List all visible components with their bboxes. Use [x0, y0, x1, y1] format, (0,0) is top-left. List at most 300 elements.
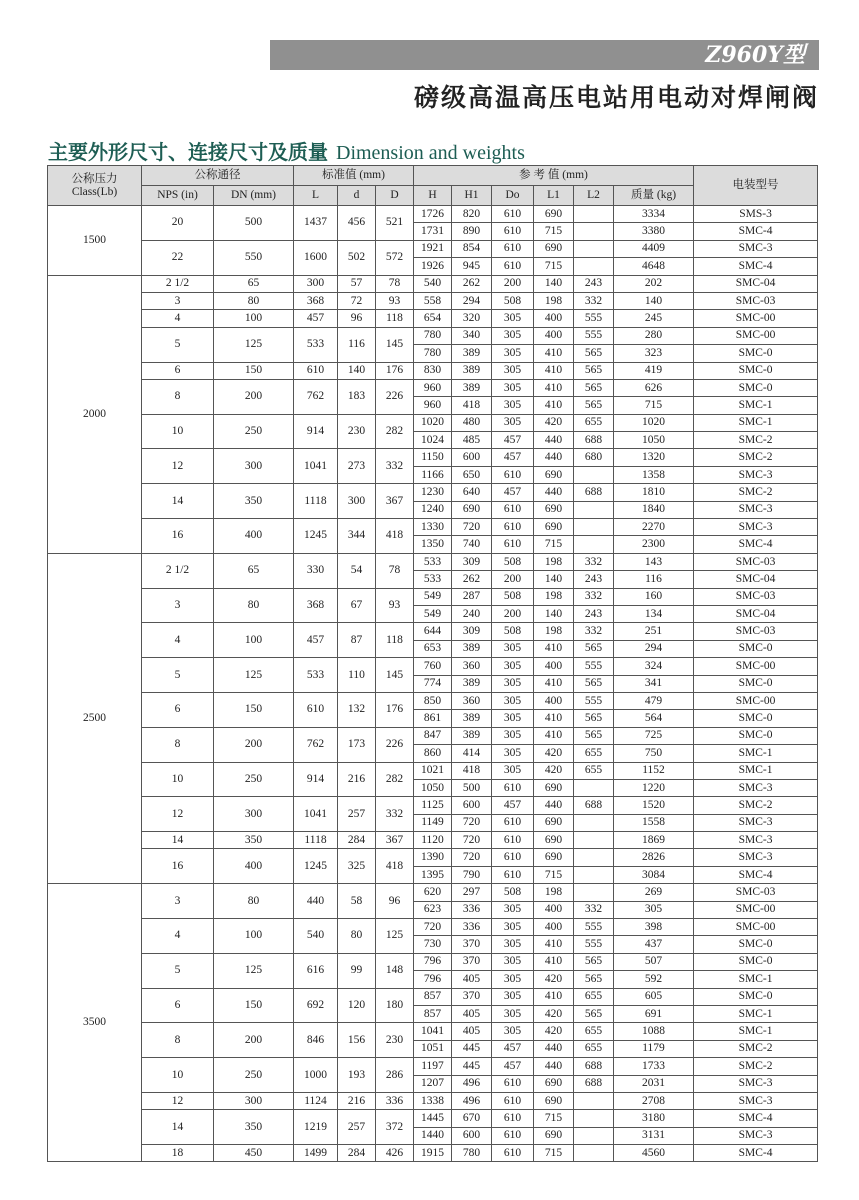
nps-cell: 16	[142, 849, 214, 884]
model-cell: SMC-3	[694, 814, 818, 831]
table-row	[48, 658, 818, 675]
table-row	[48, 327, 818, 344]
D-cell: 521	[376, 206, 414, 241]
table-row	[48, 849, 818, 866]
L1-cell: 410	[534, 362, 574, 379]
L1-cell: 690	[534, 849, 574, 866]
weight-cell: 305	[614, 901, 694, 918]
H1-cell: 340	[452, 327, 492, 344]
nps-cell: 12	[142, 449, 214, 484]
Do-cell: 610	[492, 206, 534, 223]
L1-cell: 420	[534, 1023, 574, 1040]
Do-cell: 610	[492, 536, 534, 553]
H-cell: 1230	[414, 484, 452, 501]
weight-cell: 1520	[614, 797, 694, 814]
Do-cell: 305	[492, 658, 534, 675]
d-cell: 257	[338, 797, 376, 832]
model-cell: SMC-04	[694, 275, 818, 292]
header-class-label: 公称压力 Class(Lb)	[71, 172, 118, 198]
L-cell: 457	[294, 623, 338, 658]
Do-cell: 610	[492, 240, 534, 257]
L2-cell: 688	[574, 432, 614, 449]
model-cell: SMC-4	[694, 258, 818, 275]
Do-cell: 457	[492, 432, 534, 449]
d-cell: 72	[338, 292, 376, 309]
L2-cell: 655	[574, 1023, 614, 1040]
H1-cell: 336	[452, 901, 492, 918]
L2-cell: 555	[574, 327, 614, 344]
Do-cell: 305	[492, 762, 534, 779]
dn-cell: 400	[214, 849, 294, 884]
L1-cell: 715	[534, 258, 574, 275]
weight-cell: 3180	[614, 1110, 694, 1127]
table-row	[48, 832, 818, 849]
Do-cell: 610	[492, 1092, 534, 1109]
Do-cell: 610	[492, 866, 534, 883]
H-cell: 1915	[414, 1145, 452, 1162]
L1-cell: 690	[534, 1075, 574, 1092]
L-cell: 1219	[294, 1110, 338, 1145]
D-cell: 145	[376, 327, 414, 362]
model-cell: SMC-2	[694, 797, 818, 814]
H-cell: 850	[414, 692, 452, 709]
H1-cell: 405	[452, 1005, 492, 1022]
H-cell: 720	[414, 919, 452, 936]
table-row	[48, 379, 818, 396]
dn-cell: 300	[214, 449, 294, 484]
L1-cell: 198	[534, 553, 574, 570]
L2-cell	[574, 258, 614, 275]
d-cell: 120	[338, 988, 376, 1023]
H-cell: 533	[414, 571, 452, 588]
d-cell: 300	[338, 484, 376, 519]
H-cell: 1440	[414, 1127, 452, 1144]
H1-cell: 720	[452, 832, 492, 849]
table-row	[48, 240, 818, 257]
H-cell: 540	[414, 275, 452, 292]
L1-cell: 410	[534, 345, 574, 362]
L-cell: 1041	[294, 797, 338, 832]
L-cell: 1000	[294, 1058, 338, 1093]
Do-cell: 305	[492, 327, 534, 344]
section-heading	[48, 136, 525, 165]
Do-cell: 508	[492, 553, 534, 570]
L2-cell: 243	[574, 275, 614, 292]
H1-cell: 360	[452, 692, 492, 709]
H1-cell: 820	[452, 206, 492, 223]
weight-cell: 1152	[614, 762, 694, 779]
L1-cell: 410	[534, 397, 574, 414]
d-cell: 116	[338, 327, 376, 362]
model-cell: SMC-0	[694, 640, 818, 657]
d-cell: 96	[338, 310, 376, 327]
L2-cell	[574, 466, 614, 483]
L2-cell: 688	[574, 797, 614, 814]
H-cell: 780	[414, 327, 452, 344]
Do-cell: 305	[492, 692, 534, 709]
Do-cell: 610	[492, 1145, 534, 1162]
table-row	[48, 414, 818, 431]
D-cell: 282	[376, 762, 414, 797]
H-cell: 1445	[414, 1110, 452, 1127]
H1-cell: 389	[452, 640, 492, 657]
nps-cell: 6	[142, 362, 214, 379]
L2-cell: 243	[574, 605, 614, 622]
L-cell: 300	[294, 275, 338, 292]
nps-cell: 20	[142, 206, 214, 241]
L-cell: 1245	[294, 849, 338, 884]
L2-cell: 332	[574, 553, 614, 570]
Do-cell: 305	[492, 362, 534, 379]
d-cell: 140	[338, 362, 376, 379]
H-cell: 1330	[414, 519, 452, 536]
H-cell: 1390	[414, 849, 452, 866]
H-cell: 796	[414, 953, 452, 970]
L1-cell: 198	[534, 292, 574, 309]
H1-cell: 720	[452, 849, 492, 866]
H-cell: 857	[414, 988, 452, 1005]
L2-cell: 565	[574, 640, 614, 657]
class-cell: 3500	[48, 884, 142, 1162]
nps-cell: 8	[142, 379, 214, 414]
header-L2: L2	[574, 186, 614, 206]
weight-cell: 323	[614, 345, 694, 362]
L1-cell: 410	[534, 936, 574, 953]
L2-cell: 565	[574, 362, 614, 379]
table-row	[48, 1023, 818, 1040]
weight-cell: 725	[614, 727, 694, 744]
H1-cell: 414	[452, 745, 492, 762]
model-cell: SMC-0	[694, 362, 818, 379]
d-cell: 456	[338, 206, 376, 241]
dn-cell: 80	[214, 884, 294, 919]
Do-cell: 305	[492, 310, 534, 327]
H-cell: 960	[414, 379, 452, 396]
H1-cell: 389	[452, 675, 492, 692]
weight-cell: 691	[614, 1005, 694, 1022]
L1-cell: 420	[534, 414, 574, 431]
model-cell: SMC-4	[694, 536, 818, 553]
L2-cell: 555	[574, 936, 614, 953]
L2-cell: 680	[574, 449, 614, 466]
H1-cell: 600	[452, 1127, 492, 1144]
L-cell: 1437	[294, 206, 338, 241]
H-cell: 1125	[414, 797, 452, 814]
model-cell: SMC-03	[694, 623, 818, 640]
weight-cell: 1869	[614, 832, 694, 849]
nps-cell: 5	[142, 327, 214, 362]
model-cell: SMC-1	[694, 414, 818, 431]
Do-cell: 457	[492, 1058, 534, 1075]
H1-cell: 287	[452, 588, 492, 605]
weight-cell: 398	[614, 919, 694, 936]
header-standard-values: 标准值 (mm)	[294, 166, 414, 186]
model-cell: SMC-0	[694, 345, 818, 362]
d-cell: 110	[338, 658, 376, 693]
model-cell: SMC-4	[694, 1145, 818, 1162]
weight-cell: 1020	[614, 414, 694, 431]
H1-cell: 418	[452, 397, 492, 414]
D-cell: 96	[376, 884, 414, 919]
D-cell: 93	[376, 292, 414, 309]
L1-cell: 400	[534, 658, 574, 675]
H1-cell: 600	[452, 797, 492, 814]
D-cell: 118	[376, 623, 414, 658]
H1-cell: 890	[452, 223, 492, 240]
H1-cell: 240	[452, 605, 492, 622]
H-cell: 1166	[414, 466, 452, 483]
L2-cell: 688	[574, 1075, 614, 1092]
H-cell: 653	[414, 640, 452, 657]
L2-cell: 555	[574, 919, 614, 936]
L2-cell: 565	[574, 675, 614, 692]
H-cell: 620	[414, 884, 452, 901]
L2-cell: 565	[574, 953, 614, 970]
model-cell: SMC-03	[694, 292, 818, 309]
D-cell: 93	[376, 588, 414, 623]
table-row	[48, 310, 818, 327]
H-cell: 780	[414, 345, 452, 362]
H1-cell: 405	[452, 971, 492, 988]
model-cell: SMC-03	[694, 553, 818, 570]
weight-cell: 280	[614, 327, 694, 344]
H1-cell: 740	[452, 536, 492, 553]
model-cell: SMC-03	[694, 884, 818, 901]
H-cell: 1338	[414, 1092, 452, 1109]
H1-cell: 500	[452, 779, 492, 796]
L2-cell: 655	[574, 988, 614, 1005]
nps-cell: 2 1/2	[142, 553, 214, 588]
Do-cell: 305	[492, 971, 534, 988]
H1-cell: 360	[452, 658, 492, 675]
L2-cell	[574, 1092, 614, 1109]
Do-cell: 508	[492, 884, 534, 901]
table-row	[48, 623, 818, 640]
model-cell: SMC-1	[694, 762, 818, 779]
D-cell: 230	[376, 1023, 414, 1058]
weight-cell: 3131	[614, 1127, 694, 1144]
D-cell: 372	[376, 1110, 414, 1145]
L-cell: 762	[294, 379, 338, 414]
L-cell: 914	[294, 762, 338, 797]
weight-cell: 1810	[614, 484, 694, 501]
L1-cell: 198	[534, 884, 574, 901]
model-cell: SMC-00	[694, 919, 818, 936]
table-row	[48, 1092, 818, 1109]
L-cell: 692	[294, 988, 338, 1023]
H1-cell: 854	[452, 240, 492, 257]
model-cell: SMC-3	[694, 240, 818, 257]
L2-cell: 243	[574, 571, 614, 588]
weight-cell: 4409	[614, 240, 694, 257]
L2-cell: 655	[574, 745, 614, 762]
model-cell: SMC-3	[694, 1075, 818, 1092]
section-title-en: Dimension and weights	[336, 142, 525, 164]
model-cell: SMC-2	[694, 449, 818, 466]
weight-cell: 626	[614, 379, 694, 396]
table-row	[48, 727, 818, 744]
H1-cell: 790	[452, 866, 492, 883]
L1-cell: 440	[534, 1040, 574, 1057]
header-H1: H1	[452, 186, 492, 206]
Do-cell: 457	[492, 484, 534, 501]
weight-cell: 3334	[614, 206, 694, 223]
model-cell: SMC-0	[694, 988, 818, 1005]
d-cell: 216	[338, 762, 376, 797]
Do-cell: 508	[492, 292, 534, 309]
class-cell: 2000	[48, 275, 142, 553]
L1-cell: 420	[534, 1005, 574, 1022]
D-cell: 332	[376, 797, 414, 832]
H1-cell: 297	[452, 884, 492, 901]
d-cell: 57	[338, 275, 376, 292]
model-cell: SMC-4	[694, 223, 818, 240]
nps-cell: 6	[142, 692, 214, 727]
Do-cell: 457	[492, 797, 534, 814]
H1-cell: 262	[452, 571, 492, 588]
L2-cell	[574, 1110, 614, 1127]
d-cell: 325	[338, 849, 376, 884]
Do-cell: 610	[492, 832, 534, 849]
weight-cell: 324	[614, 658, 694, 675]
model-cell: SMC-0	[694, 710, 818, 727]
model-cell: SMC-2	[694, 1040, 818, 1057]
H-cell: 654	[414, 310, 452, 327]
L1-cell: 690	[534, 1092, 574, 1109]
nps-cell: 3	[142, 292, 214, 309]
L-cell: 610	[294, 692, 338, 727]
H-cell: 830	[414, 362, 452, 379]
weight-cell: 143	[614, 553, 694, 570]
L2-cell: 332	[574, 901, 614, 918]
L1-cell: 140	[534, 275, 574, 292]
H1-cell: 496	[452, 1075, 492, 1092]
d-cell: 54	[338, 553, 376, 588]
H-cell: 549	[414, 605, 452, 622]
weight-cell: 160	[614, 588, 694, 605]
L1-cell: 715	[534, 866, 574, 883]
table-row	[48, 1058, 818, 1075]
nps-cell: 16	[142, 519, 214, 554]
L1-cell: 715	[534, 1145, 574, 1162]
nps-cell: 8	[142, 727, 214, 762]
d-cell: 230	[338, 414, 376, 449]
Do-cell: 305	[492, 414, 534, 431]
nps-cell: 2 1/2	[142, 275, 214, 292]
H-cell: 1726	[414, 206, 452, 223]
H1-cell: 600	[452, 449, 492, 466]
header-nps: NPS (in)	[142, 186, 214, 206]
header-reference-values: 参 考 值 (mm)	[414, 166, 694, 186]
model-cell: SMC-00	[694, 327, 818, 344]
Do-cell: 610	[492, 466, 534, 483]
model-cell: SMS-3	[694, 206, 818, 223]
H-cell: 1020	[414, 414, 452, 431]
d-cell: 257	[338, 1110, 376, 1145]
H1-cell: 720	[452, 519, 492, 536]
model-cell: SMC-2	[694, 432, 818, 449]
header-nominal-size: 公称通径	[142, 166, 294, 186]
L1-cell: 690	[534, 206, 574, 223]
L2-cell: 565	[574, 345, 614, 362]
weight-cell: 2031	[614, 1075, 694, 1092]
L2-cell: 565	[574, 1005, 614, 1022]
table-row	[48, 762, 818, 779]
L1-cell: 410	[534, 988, 574, 1005]
d-cell: 156	[338, 1023, 376, 1058]
weight-cell: 1558	[614, 814, 694, 831]
weight-cell: 1358	[614, 466, 694, 483]
L2-cell	[574, 240, 614, 257]
D-cell: 78	[376, 275, 414, 292]
D-cell: 226	[376, 379, 414, 414]
d-cell: 87	[338, 623, 376, 658]
d-cell: 99	[338, 953, 376, 988]
model-cell: SMC-2	[694, 1058, 818, 1075]
Do-cell: 200	[492, 571, 534, 588]
weight-cell: 1179	[614, 1040, 694, 1057]
nps-cell: 5	[142, 953, 214, 988]
L-cell: 540	[294, 919, 338, 954]
L2-cell	[574, 223, 614, 240]
D-cell: 118	[376, 310, 414, 327]
H1-cell: 389	[452, 379, 492, 396]
L-cell: 1499	[294, 1145, 338, 1162]
dimension-table	[47, 165, 818, 1162]
d-cell: 502	[338, 240, 376, 275]
L1-cell: 420	[534, 762, 574, 779]
H-cell: 1021	[414, 762, 452, 779]
weight-cell: 750	[614, 745, 694, 762]
model-cell: SMC-3	[694, 501, 818, 518]
L2-cell: 655	[574, 762, 614, 779]
H1-cell: 480	[452, 414, 492, 431]
nps-cell: 8	[142, 1023, 214, 1058]
dn-cell: 125	[214, 953, 294, 988]
H1-cell: 780	[452, 1145, 492, 1162]
H1-cell: 405	[452, 1023, 492, 1040]
H-cell: 1149	[414, 814, 452, 831]
L2-cell	[574, 884, 614, 901]
H1-cell: 309	[452, 553, 492, 570]
Do-cell: 457	[492, 449, 534, 466]
H-cell: 774	[414, 675, 452, 692]
weight-cell: 564	[614, 710, 694, 727]
H-cell: 549	[414, 588, 452, 605]
weight-cell: 1840	[614, 501, 694, 518]
header-d: d	[338, 186, 376, 206]
H1-cell: 650	[452, 466, 492, 483]
H-cell: 1051	[414, 1040, 452, 1057]
dn-cell: 200	[214, 727, 294, 762]
L2-cell: 565	[574, 397, 614, 414]
H-cell: 1050	[414, 779, 452, 796]
header-actuator-model: 电装型号	[694, 166, 818, 206]
Do-cell: 305	[492, 379, 534, 396]
H1-cell: 640	[452, 484, 492, 501]
dn-cell: 250	[214, 762, 294, 797]
model-cell: SMC-03	[694, 588, 818, 605]
weight-cell: 1220	[614, 779, 694, 796]
L2-cell: 655	[574, 1040, 614, 1057]
model-cell: SMC-1	[694, 971, 818, 988]
H-cell: 860	[414, 745, 452, 762]
L1-cell: 410	[534, 953, 574, 970]
L-cell: 457	[294, 310, 338, 327]
L1-cell: 198	[534, 588, 574, 605]
table-row	[48, 692, 818, 709]
H1-cell: 720	[452, 814, 492, 831]
